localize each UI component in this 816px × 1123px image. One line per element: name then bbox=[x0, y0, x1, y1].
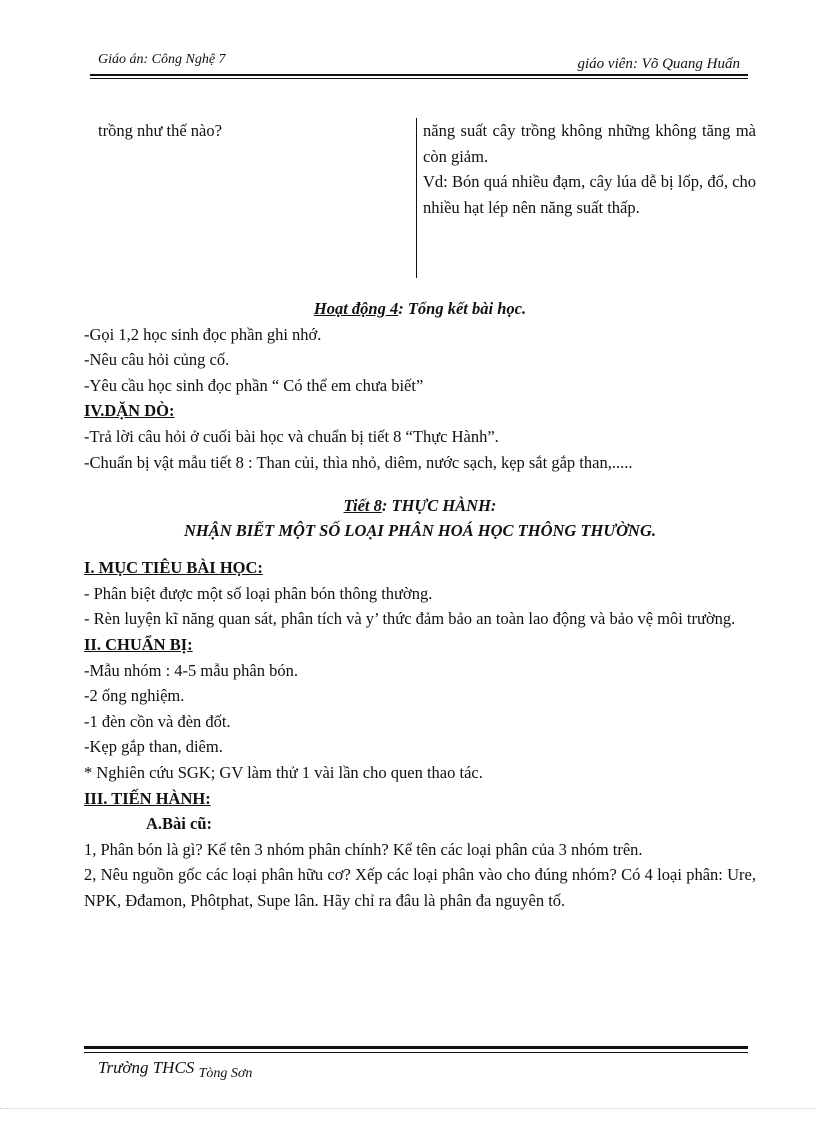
table-cell-right bbox=[416, 118, 756, 278]
procedure-heading: III. TIẾN HÀNH: bbox=[84, 788, 211, 808]
activity-title-text: : Tổng kết bài học. bbox=[398, 299, 527, 318]
table-continuation bbox=[84, 118, 756, 278]
objective-line: - Phân biệt được một số loại phân bón thông thường. bbox=[84, 583, 433, 603]
homework-line: -Trả lời câu hỏi ở cuối bài học và chuẩn bị tiết 8 “Thực Hành”. bbox=[84, 426, 499, 446]
footer-rule bbox=[84, 1046, 748, 1049]
document-body bbox=[84, 118, 756, 913]
footer-rule-thin bbox=[84, 1052, 748, 1053]
activity-line: -Yêu cầu học sinh đọc phần “ Có thể em chưa biết” bbox=[84, 375, 424, 395]
table-cell-left: trồng như thế nào? bbox=[98, 121, 222, 140]
table-cell-line: năng suất cây trồng không những không tăng mà còn giảm. bbox=[423, 121, 756, 166]
page-header bbox=[90, 50, 748, 80]
activity-title bbox=[84, 296, 756, 322]
header-rule bbox=[90, 74, 748, 76]
prepare-line: -Mẫu nhóm : 4-5 mẫu phân bón. bbox=[84, 660, 299, 680]
lesson-label: Tiết 8 bbox=[343, 496, 382, 516]
activity-label: Hoạt động 4 bbox=[313, 299, 399, 318]
lesson-title-text: : THỰC HÀNH: bbox=[381, 496, 497, 516]
prepare-heading: II. CHUẨN BỊ: bbox=[84, 634, 193, 654]
question-line: 1, Phân bón là gì? Kể tên 3 nhóm phân chính? Kể tên các loại phân của 3 nhóm trên. bbox=[84, 839, 643, 859]
question-line: 2, Nêu nguồn gốc các loại phân hữu cơ? Xếp các loại phân vào cho đúng nhóm? Có 4 loại phân: Ure, NPK, Đđamon, Phôtphat, Supe lân. Hãy chỉ ra đâu là phân đa nguyên tố. bbox=[84, 865, 756, 910]
lesson-subtitle: NHẬN BIẾT MỘT SỐ LOẠI PHÂN HOÁ HỌC THÔNG THƯỜNG. bbox=[183, 521, 657, 541]
page-footer bbox=[84, 1040, 748, 1090]
prepare-line: -Kẹp gắp than, diêm. bbox=[84, 737, 223, 757]
objective-line: - Rèn luyện kĩ năng quan sát, phân tích và y’ thức đảm bảo an toàn lao động và bảo vệ môi trường. bbox=[84, 609, 736, 629]
prepare-line: -2 ống nghiệm. bbox=[84, 686, 185, 706]
lesson-title bbox=[84, 493, 756, 543]
prepare-line: -1 đèn cồn và đèn đốt. bbox=[84, 711, 231, 731]
table-cell-line: Vd: Bón quá nhiều đạm, cây lúa dễ bị lốp, đổ, cho nhiều hạt lép nên năng suất thấp. bbox=[423, 172, 756, 217]
activity-line: -Gọi 1,2 học sinh đọc phần ghi nhớ. bbox=[84, 324, 322, 344]
homework-line: -Chuẩn bị vật mẫu tiết 8 : Than củi, thìa nhỏ, diêm, nước sạch, kẹp sắt gắp than,..... bbox=[84, 452, 633, 472]
page-bottom-border bbox=[0, 1108, 816, 1109]
objectives-heading: I. MỤC TIÊU BÀI HỌC: bbox=[84, 558, 263, 578]
activity-line: -Nêu câu hỏi củng cố. bbox=[84, 350, 230, 370]
header-rule-thin bbox=[90, 78, 748, 79]
procedure-subheading: A.Bài cũ: bbox=[146, 814, 212, 834]
homework-heading: IV.DẶN DÒ: bbox=[84, 401, 175, 421]
header-subject: Giáo án: Công Nghệ 7 bbox=[98, 52, 226, 67]
footer-place: Tòng Sơn bbox=[198, 1066, 253, 1081]
prepare-line: * Nghiên cứu SGK; GV làm thử 1 vài lần cho quen thao tác. bbox=[84, 762, 483, 782]
header-teacher: giáo viên: Võ Quang Huấn bbox=[577, 56, 740, 72]
footer-school: Trường THCS $_{Tòng Sơn}$ bbox=[98, 1058, 253, 1081]
